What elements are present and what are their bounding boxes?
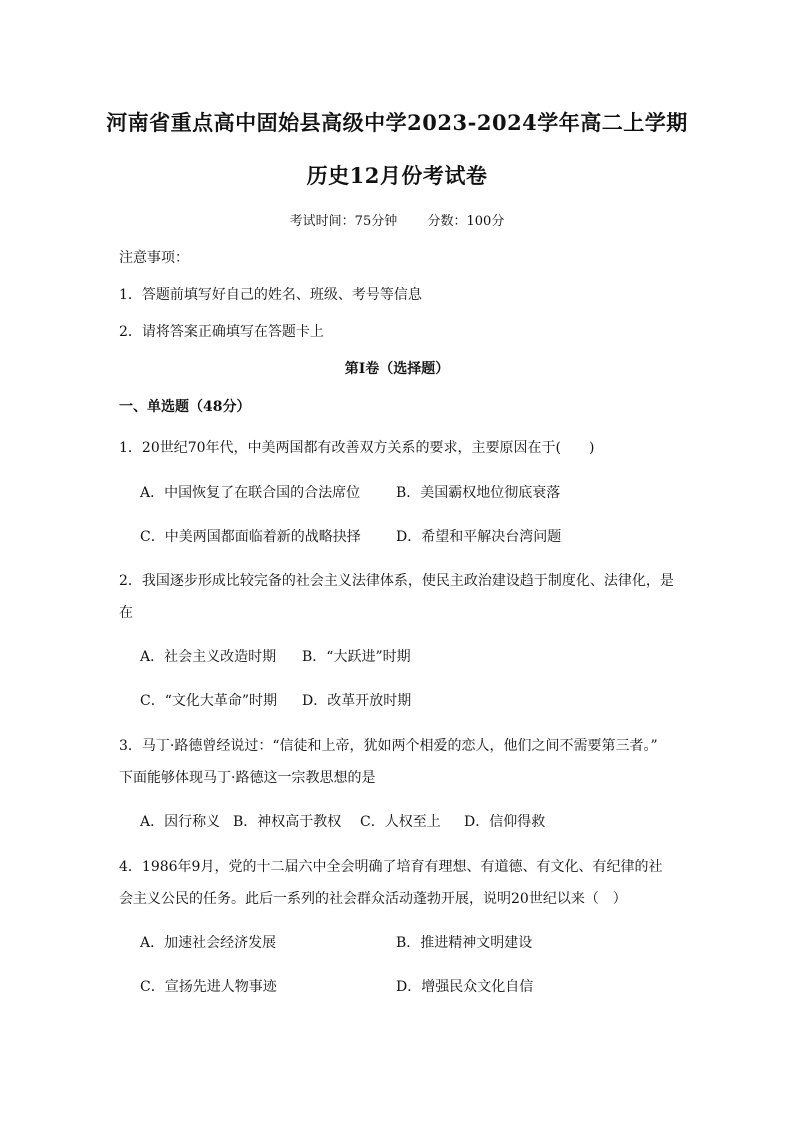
q4-option-c: C．宣扬先进人物事迹 — [140, 979, 277, 995]
part-heading: 第I卷（选择题） — [344, 361, 450, 377]
q2-option-b: B．“大跃进”时期 — [302, 649, 411, 665]
question-3-stem-cont: 下面能够体现马丁·路德这一宗教思想的是 — [119, 770, 376, 786]
question-4-stem-cont: 会主义公民的任务。此后一系列的社会群众活动蓬勃开展，说明20世纪以来（ ） — [119, 891, 627, 907]
q4-option-b: B．推进精神文明建设 — [396, 935, 533, 951]
question-1-stem: 1．20世纪70年代，中美两国都有改善双方关系的要求，主要原因在于( ) — [119, 440, 595, 456]
q3-option-d: D．信仰得救 — [464, 814, 546, 830]
question-2-stem: 2．我国逐步形成比较完备的社会主义法律体系，使民主政治建设趋于制度化、法律化，是 — [119, 573, 674, 589]
notice-item: 1．答题前填写好自己的姓名、班级、考号等信息 — [119, 287, 422, 303]
notice-item: 2．请将答案正确填写在答题卡上 — [119, 324, 324, 340]
q1-option-d: D．希望和平解决台湾问题 — [396, 529, 562, 545]
q4-option-d: D．增强民众文化自信 — [396, 979, 534, 995]
question-3-stem: 3．马丁·路德曾经说过：“信徒和上帝，犹如两个相爱的恋人，他们之间不需要第三者。” — [119, 738, 658, 754]
q4-option-a: A．加速社会经济发展 — [140, 935, 277, 951]
q2-option-c: C．“文化大革命”时期 — [140, 693, 278, 709]
q2-option-d: D．改革开放时期 — [302, 693, 412, 709]
exam-time: 考试时间：75分钟 — [289, 214, 398, 229]
notice-heading: 注意事项： — [119, 250, 189, 266]
question-2-stem-cont: 在 — [119, 605, 133, 621]
exam-title-line2: 历史12月份考试卷 — [306, 163, 488, 188]
q3-option-a: A．因行称义 — [140, 814, 221, 830]
q1-option-b: B．美国霸权地位彻底衰落 — [396, 485, 561, 501]
q2-option-a: A．社会主义改造时期 — [140, 649, 277, 665]
exam-meta — [0, 210, 794, 229]
exam-title-line1: 河南省重点高中固始县高级中学2023-2024学年高二上学期 — [106, 110, 688, 135]
section-heading: 一、单选题（48分） — [119, 399, 251, 415]
exam-score: 分数：100分 — [427, 214, 505, 229]
q3-option-c: C．人权至上 — [360, 814, 441, 830]
q1-option-a: A．中国恢复了在联合国的合法席位 — [140, 485, 361, 501]
q1-option-c: C．中美两国都面临着新的战略抉择 — [140, 529, 361, 545]
question-4-stem: 4．1986年9月，党的十二届六中全会明确了培育有理想、有道德、有文化、有纪律的社 — [119, 859, 663, 875]
q3-option-b: B．神权高于教权 — [233, 814, 342, 830]
